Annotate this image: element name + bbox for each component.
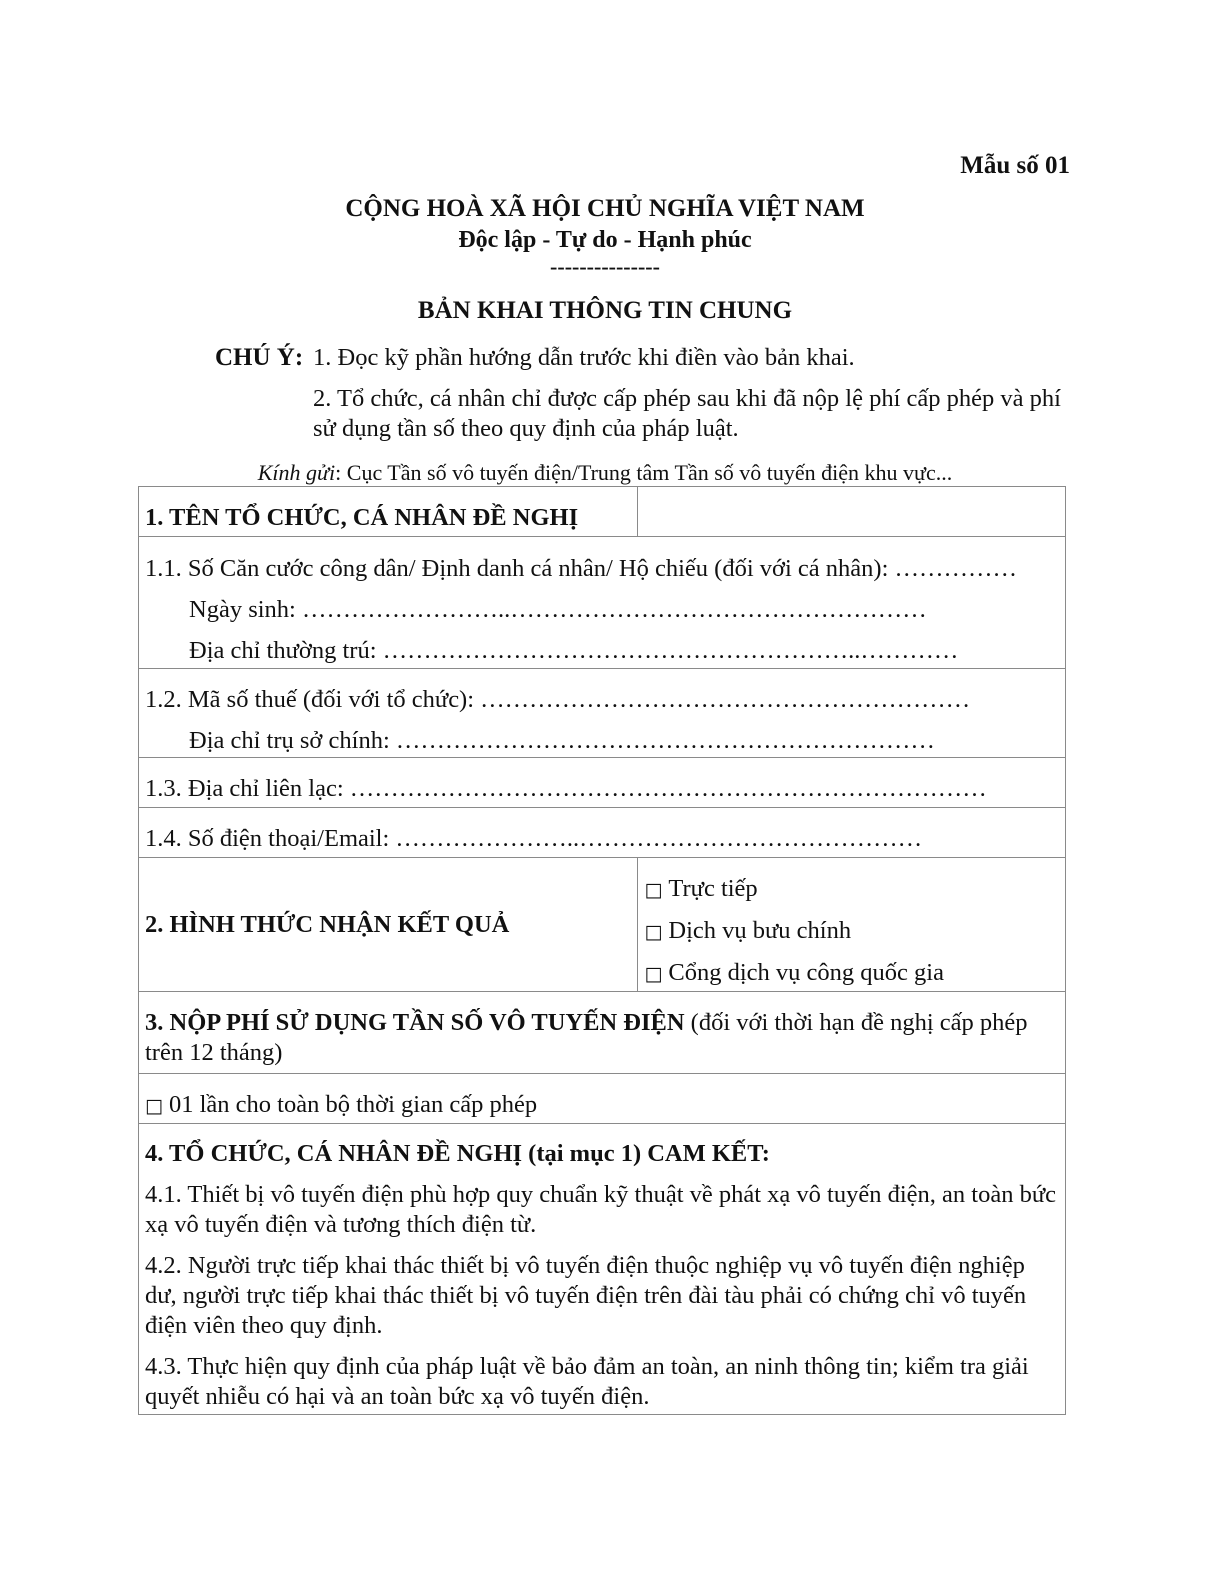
birth-date-field[interactable]: Ngày sinh: ……………………..…………………………………………… [189, 596, 927, 623]
section3-title: 3. NỘP PHÍ SỬ DỤNG TẦN SỐ VÔ TUYẾN ĐIỆN [145, 1009, 685, 1036]
national-motto: Độc lập - Tự do - Hạnh phúc [458, 227, 752, 253]
field-1-1-row [139, 537, 1066, 669]
delivery-option-postal[interactable]: □ Dịch vụ bưu chính [644, 917, 852, 944]
section2-title: 2. HÌNH THỨC NHẬN KẾT QUẢ [139, 858, 638, 992]
section3-option-row [139, 1074, 1066, 1124]
fee-option-once[interactable]: □ 01 lần cho toàn bộ thời gian cấp phép [145, 1091, 538, 1118]
permanent-address-field[interactable]: Địa chỉ thường trú: …………………………………………………..………… [189, 637, 959, 664]
fee-option-cell [139, 1074, 1066, 1124]
citizen-id-field[interactable]: 1.1. Số Căn cước công dân/ Định danh cá nhân/ Hộ chiếu (đối với cá nhân): …………… [145, 555, 1017, 582]
note-item-1: 1. Đọc kỹ phần hướng dẫn trước khi điền vào bản khai. [313, 344, 855, 371]
delivery-options-cell [638, 858, 1066, 992]
form-title: BẢN KHAI THÔNG TIN CHUNG [417, 297, 793, 324]
field-1-4-row [139, 808, 1066, 858]
section3-header-cell [139, 992, 1066, 1074]
note-item-2: 2. Tổ chức, cá nhân chỉ được cấp phép sau khi đã nộp lệ phí cấp phép và phí sử dụng tần số theo quy định của pháp luật. [313, 385, 1061, 442]
commitment-4-2: 4.2. Người trực tiếp khai thác thiết bị vô tuyến điện thuộc nghiệp vụ vô tuyến điện nghiệp dư, người trực tiếp khai thác thiết bị vô tuyến điện trên đài tàu phải có chứng chỉ vô tuyến điện viên theo quy định. [145, 1252, 1027, 1339]
note-label: CHÚ Ý: [215, 344, 304, 371]
section3-header-row [139, 992, 1066, 1074]
contact-address-field[interactable]: 1.3. Địa chỉ liên lạc: …………………………………………………………………… [145, 775, 987, 802]
tax-code-field[interactable]: 1.2. Mã số thuế (đối với tổ chức): …………………………………………………… [145, 686, 971, 713]
commitment-4-1: 4.1. Thiết bị vô tuyến điện phù hợp quy chuẩn kỹ thuật về phát xạ vô tuyến điện, an toàn bức xạ vô tuyến điện và tương thích điện từ. [145, 1181, 1056, 1238]
phone-email-field[interactable]: 1.4. Số điện thoại/Email: …………………..…………………………………… [145, 825, 923, 852]
section4-cell [139, 1124, 1066, 1415]
country-name: CỘNG HOÀ XÃ HỘI CHỦ NGHĨA VIỆT NAM [345, 195, 865, 222]
section3-note: (đối với thời hạn đề nghị cấp phép trên 12 tháng) [145, 1009, 1028, 1066]
commitment-4-3: 4.3. Thực hiện quy định của pháp luật về bảo đảm an toàn, an ninh thông tin; kiểm tra giải quyết nhiễu có hại và an toàn bức xạ vô tuyến điện. [145, 1353, 1029, 1410]
tax-block [139, 669, 1066, 758]
delivery-option-direct[interactable]: □ Trực tiếp [644, 875, 758, 902]
field-1-3-row [139, 758, 1066, 808]
recipient-prefix: Kính gửi [257, 460, 336, 485]
section1-header-row [139, 487, 1066, 537]
field-1-2-row [139, 669, 1066, 758]
application-form-table [138, 486, 1066, 1415]
recipient-line [140, 460, 1070, 486]
head-office-address-field[interactable]: Địa chỉ trụ sở chính: ………………………………………………………… [189, 727, 935, 754]
contact-address-cell [139, 758, 1066, 808]
header-separator: --------------- [550, 254, 660, 279]
checkbox-icon[interactable]: □ [644, 963, 663, 985]
section1-title: 1. TÊN TỔ CHỨC, CÁ NHÂN ĐỀ NGHỊ [139, 487, 638, 537]
form-number: Mẫu số 01 [960, 152, 1070, 179]
section2-row [139, 858, 1066, 992]
section4-row [139, 1124, 1066, 1415]
checkbox-icon[interactable]: □ [145, 1095, 163, 1117]
personal-id-block [139, 537, 1066, 669]
recipient-name: : Cục Tần số vô tuyến điện/Trung tâm Tần số vô tuyến điện khu vực... [335, 460, 953, 485]
section1-blank-cell[interactable] [638, 487, 1066, 537]
delivery-option-national-portal[interactable]: □ Cổng dịch vụ công quốc gia [644, 959, 944, 986]
phone-email-cell [139, 808, 1066, 858]
checkbox-icon[interactable]: □ [644, 921, 663, 943]
section4-title: 4. TỔ CHỨC, CÁ NHÂN ĐỀ NGHỊ (tại mục 1) CAM KẾT: [145, 1140, 770, 1167]
checkbox-icon[interactable]: □ [644, 879, 663, 901]
